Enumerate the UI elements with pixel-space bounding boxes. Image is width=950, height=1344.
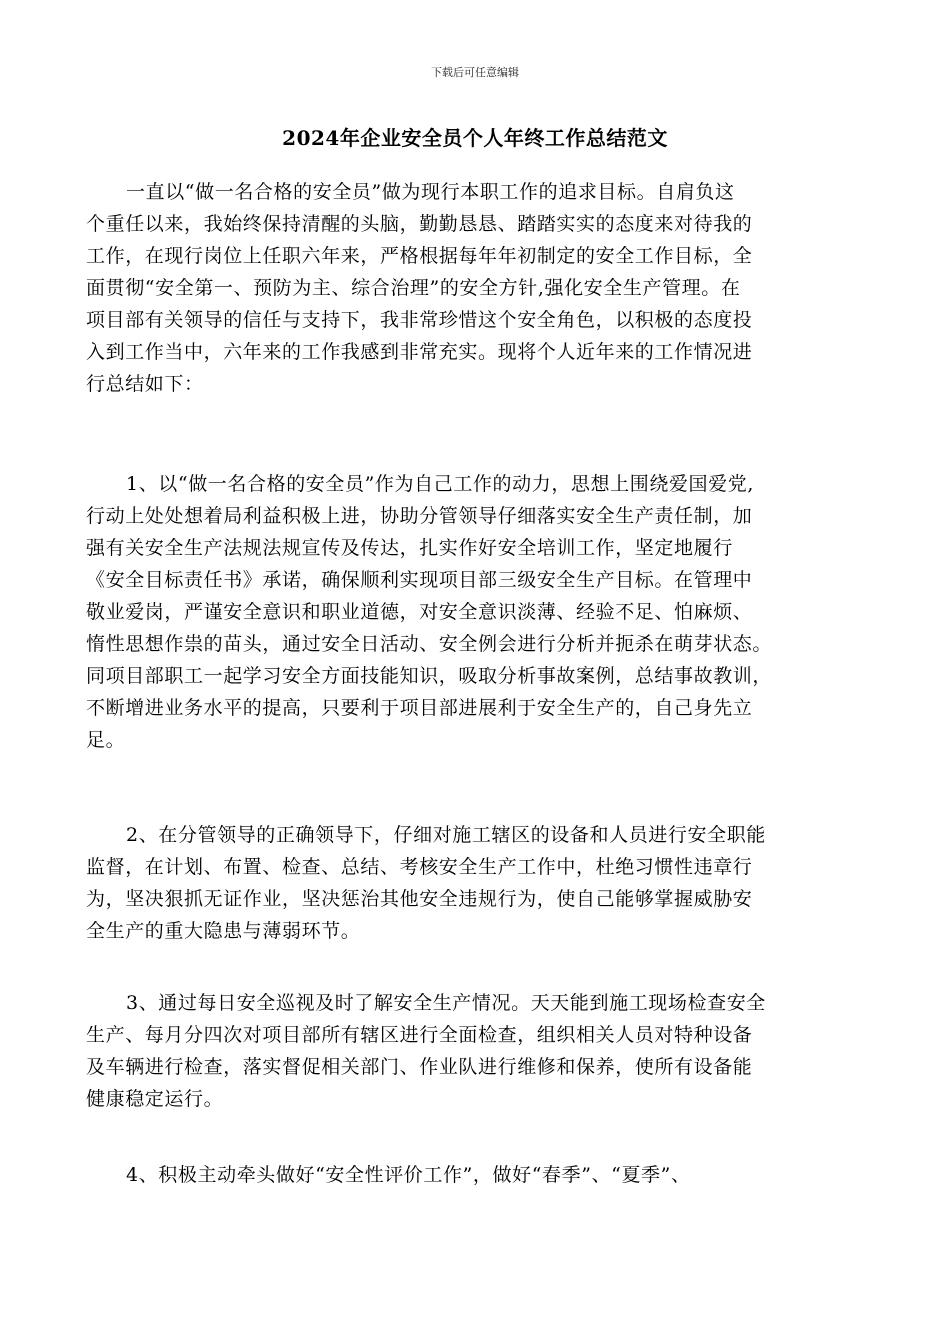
text-line: 及车辆进行检查，落实督促相关部门、作业队进行维修和保养，使所有设备能: [86, 1056, 753, 1078]
paragraph-item-4: [86, 1159, 886, 1191]
text-line: 面贯彻“安全第一、预防为主、综合治理”的安全方针,强化安全生产管理。在: [86, 277, 741, 299]
text-line: 3、通过每日安全巡视及时了解安全生产情况。天天能到施工现场检查安全: [126, 992, 766, 1014]
paragraph-item-2: [86, 819, 886, 947]
text-line: 强有关安全生产法规法规宣传及传达，扎实作好安全培训工作，坚定地履行: [86, 537, 733, 559]
text-line: 行动上处处想着局利益积极上进，协助分管领导仔细落实安全生产责任制，加: [86, 505, 753, 527]
text-line: 不断增进业务水平的提高，只要利于项目部进展利于安全生产的，自己身先立: [86, 697, 753, 719]
text-line: 一直以“做一名合格的安全员”做为现行本职工作的追求目标。自肩负这: [126, 181, 735, 203]
text-line: 4、积极主动牵头做好“安全性评价工作”，做好“春季”、“夏季”、: [126, 1164, 691, 1186]
text-line: 2、在分管领导的正确领导下，仔细对施工辖区的设备和人员进行安全职能: [126, 824, 766, 846]
text-line: 监督，在计划、布置、检查、总结、考核安全生产工作中，杜绝习惯性违章行: [86, 856, 753, 878]
paragraph-intro: [86, 176, 886, 400]
text-line: 为，坚决狠抓无证作业，坚决惩治其他安全违规行为，使自己能够掌握威胁安: [86, 888, 753, 910]
text-line: 项目部有关领导的信任与支持下，我非常珍惜这个安全角色，以积极的态度投: [86, 309, 753, 331]
paragraph-item-3: [86, 987, 886, 1115]
text-line: 生产、每月分四次对项目部所有辖区进行全面检查，组织相关人员对特种设备: [86, 1024, 753, 1046]
text-line: 1、以“做一名合格的安全员”作为自己工作的动力，思想上围绕爱国爱党,: [126, 473, 754, 495]
paragraph-item-1: [86, 468, 886, 756]
text-line: 足。: [86, 729, 126, 751]
text-line: 健康稳定运行。: [86, 1088, 224, 1110]
text-line: 行总结如下：: [86, 373, 204, 395]
text-line: 全生产的重大隐患与薄弱环节。: [86, 920, 361, 942]
text-line: 敬业爱岗，严谨安全意识和职业道德，对安全意识淡薄、经验不足、怕麻烦、: [86, 601, 753, 623]
header-note: 下载后可任意编辑: [431, 66, 519, 79]
text-line: 个重任以来，我始终保持清醒的头脑，勤勤恳恳、踏踏实实的态度来对待我的: [86, 213, 753, 235]
text-line: 入到工作当中，六年来的工作我感到非常充实。现将个人近年来的工作情况进: [86, 341, 753, 363]
text-line: 惰性思想作祟的苗头，通过安全日活动、安全例会进行分析并扼杀在萌芽状态。: [86, 633, 773, 655]
text-line: 工作，在现行岗位上任职六年来，严格根据每年年初制定的安全工作目标，全: [86, 245, 753, 267]
text-line: 同项目部职工一起学习安全方面技能知识，吸取分析事故案例，总结事故教训，: [86, 665, 773, 687]
document-title: 2024年企业安全员个人年终工作总结范文: [282, 126, 668, 150]
text-line: 《安全目标责任书》承诺，确保顺利实现项目部三级安全生产目标。在管理中: [86, 569, 753, 591]
